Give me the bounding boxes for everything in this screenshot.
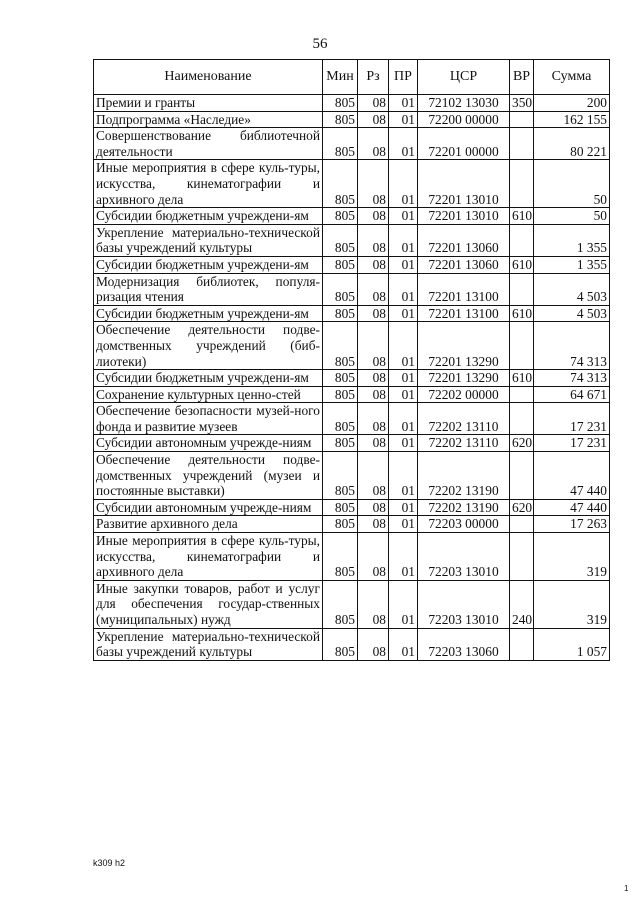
cell-sum: 47 440 (534, 499, 610, 516)
cell-rz: 08 (358, 160, 389, 208)
cell-rz: 08 (358, 628, 389, 660)
cell-rz: 08 (358, 499, 389, 516)
cell-vr (510, 273, 534, 305)
budget-table (93, 59, 610, 661)
cell-sum: 319 (534, 533, 610, 581)
cell-pr: 01 (389, 628, 418, 660)
table-row (94, 95, 610, 112)
cell-name: Совершенствование библиотечной деятельности (94, 128, 323, 160)
header-rz: Рз (358, 60, 389, 95)
cell-vr (510, 628, 534, 660)
cell-pr: 01 (389, 580, 418, 628)
table-row (94, 580, 610, 628)
cell-vr (510, 322, 534, 370)
cell-sum: 17 231 (534, 403, 610, 435)
cell-vr: 350 (510, 95, 534, 112)
cell-min: 805 (323, 95, 358, 112)
cell-name: Обеспечение безопасности музей-ного фонда и развитие музеев (94, 403, 323, 435)
cell-pr: 01 (389, 111, 418, 128)
cell-csr: 72201 00000 (418, 128, 510, 160)
cell-min: 805 (323, 516, 358, 533)
cell-pr: 01 (389, 516, 418, 533)
cell-csr: 72201 13010 (418, 160, 510, 208)
cell-sum: 80 221 (534, 128, 610, 160)
cell-name: Обеспечение деятельности подве-домственных учреждений (биб-лиотеки) (94, 322, 323, 370)
cell-rz: 08 (358, 403, 389, 435)
table-row (94, 256, 610, 273)
cell-vr (510, 452, 534, 500)
cell-min: 805 (323, 533, 358, 581)
cell-vr (510, 111, 534, 128)
header-pr: ПР (389, 60, 418, 95)
footer-code: k309 h2 (93, 858, 126, 868)
cell-rz: 08 (358, 370, 389, 387)
cell-rz: 08 (358, 273, 389, 305)
header-sum: Сумма (534, 60, 610, 95)
cell-sum: 17 263 (534, 516, 610, 533)
cell-name: Укрепление материально-технической базы учреждений культуры (94, 628, 323, 660)
cell-min: 805 (323, 435, 358, 452)
cell-name: Субсидии бюджетным учреждени-ям (94, 256, 323, 273)
cell-rz: 08 (358, 208, 389, 225)
cell-pr: 01 (389, 256, 418, 273)
table-row (94, 533, 610, 581)
cell-name: Субсидии автономным учрежде-ниям (94, 499, 323, 516)
cell-min: 805 (323, 305, 358, 322)
table-row (94, 499, 610, 516)
table-row (94, 160, 610, 208)
cell-pr: 01 (389, 322, 418, 370)
table-row (94, 273, 610, 305)
cell-min: 805 (323, 160, 358, 208)
page-number: 56 (312, 36, 328, 52)
cell-min: 805 (323, 403, 358, 435)
cell-sum: 1 355 (534, 256, 610, 273)
cell-name: Укрепление материально-технической базы учреждений культуры (94, 224, 323, 256)
cell-sum: 4 503 (534, 305, 610, 322)
cell-min: 805 (323, 452, 358, 500)
cell-min: 805 (323, 224, 358, 256)
table-row (94, 322, 610, 370)
margin-mark: 1 (624, 884, 629, 893)
table-row (94, 628, 610, 660)
cell-pr: 01 (389, 160, 418, 208)
cell-rz: 08 (358, 256, 389, 273)
cell-min: 805 (323, 499, 358, 516)
cell-sum: 4 503 (534, 273, 610, 305)
cell-pr: 01 (389, 533, 418, 581)
cell-pr: 01 (389, 128, 418, 160)
cell-pr: 01 (389, 403, 418, 435)
cell-vr: 610 (510, 208, 534, 225)
cell-csr: 72203 13010 (418, 533, 510, 581)
cell-sum: 47 440 (534, 452, 610, 500)
cell-sum: 1 057 (534, 628, 610, 660)
cell-vr: 240 (510, 580, 534, 628)
cell-name: Субсидии бюджетным учреждени-ям (94, 370, 323, 387)
cell-rz: 08 (358, 533, 389, 581)
cell-vr: 620 (510, 435, 534, 452)
cell-sum: 74 313 (534, 322, 610, 370)
cell-min: 805 (323, 370, 358, 387)
header-vr: ВР (510, 60, 534, 95)
cell-min: 805 (323, 628, 358, 660)
cell-pr: 01 (389, 452, 418, 500)
cell-vr (510, 386, 534, 403)
cell-sum: 162 155 (534, 111, 610, 128)
cell-vr (510, 403, 534, 435)
cell-csr: 72202 00000 (418, 386, 510, 403)
cell-rz: 08 (358, 111, 389, 128)
cell-vr (510, 128, 534, 160)
cell-name: Развитие архивного дела (94, 516, 323, 533)
cell-pr: 01 (389, 499, 418, 516)
cell-name: Подпрограмма «Наследие» (94, 111, 323, 128)
header-min: Мин (323, 60, 358, 95)
table-row (94, 370, 610, 387)
cell-vr (510, 224, 534, 256)
cell-name: Иные закупки товаров, работ и услуг для обеспечения государ-ственных (муниципальных) нужд (94, 580, 323, 628)
cell-csr: 72203 00000 (418, 516, 510, 533)
cell-rz: 08 (358, 580, 389, 628)
cell-rz: 08 (358, 322, 389, 370)
table-row (94, 452, 610, 500)
cell-csr: 72201 13290 (418, 370, 510, 387)
cell-csr: 72102 13030 (418, 95, 510, 112)
cell-pr: 01 (389, 386, 418, 403)
cell-name: Сохранение культурных ценно-стей (94, 386, 323, 403)
header-csr: ЦСР (418, 60, 510, 95)
cell-vr (510, 533, 534, 581)
cell-pr: 01 (389, 273, 418, 305)
cell-pr: 01 (389, 435, 418, 452)
cell-csr: 72203 13010 (418, 580, 510, 628)
cell-csr: 72203 13060 (418, 628, 510, 660)
cell-csr: 72202 13110 (418, 403, 510, 435)
cell-csr: 72201 13100 (418, 305, 510, 322)
cell-pr: 01 (389, 305, 418, 322)
cell-name: Иные мероприятия в сфере куль-туры, искусства, кинематографии и архивного дела (94, 160, 323, 208)
table-row (94, 403, 610, 435)
cell-sum: 50 (534, 160, 610, 208)
cell-sum: 50 (534, 208, 610, 225)
table-header-row (94, 60, 610, 95)
cell-name: Субсидии бюджетным учреждени-ям (94, 208, 323, 225)
cell-min: 805 (323, 386, 358, 403)
cell-vr (510, 516, 534, 533)
cell-csr: 72202 13190 (418, 452, 510, 500)
table-row (94, 435, 610, 452)
cell-vr: 610 (510, 256, 534, 273)
cell-csr: 72201 13060 (418, 224, 510, 256)
cell-rz: 08 (358, 305, 389, 322)
cell-name: Премии и гранты (94, 95, 323, 112)
cell-sum: 319 (534, 580, 610, 628)
table-row (94, 208, 610, 225)
cell-csr: 72202 13110 (418, 435, 510, 452)
cell-sum: 200 (534, 95, 610, 112)
cell-name: Субсидии автономным учрежде-ниям (94, 435, 323, 452)
cell-min: 805 (323, 128, 358, 160)
cell-csr: 72201 13010 (418, 208, 510, 225)
cell-pr: 01 (389, 370, 418, 387)
cell-min: 805 (323, 111, 358, 128)
cell-sum: 64 671 (534, 386, 610, 403)
cell-min: 805 (323, 256, 358, 273)
cell-csr: 72200 00000 (418, 111, 510, 128)
cell-sum: 74 313 (534, 370, 610, 387)
cell-rz: 08 (358, 435, 389, 452)
cell-csr: 72201 13290 (418, 322, 510, 370)
header-name: Наименование (94, 60, 323, 95)
cell-min: 805 (323, 208, 358, 225)
cell-vr: 620 (510, 499, 534, 516)
cell-rz: 08 (358, 224, 389, 256)
cell-rz: 08 (358, 452, 389, 500)
table-row (94, 386, 610, 403)
cell-name: Обеспечение деятельности подве-домственных учреждений (музеи и постоянные выставки) (94, 452, 323, 500)
table-row (94, 111, 610, 128)
cell-sum: 17 231 (534, 435, 610, 452)
table-row (94, 224, 610, 256)
cell-vr: 610 (510, 370, 534, 387)
cell-csr: 72201 13100 (418, 273, 510, 305)
cell-min: 805 (323, 273, 358, 305)
cell-vr: 610 (510, 305, 534, 322)
cell-name: Субсидии бюджетным учреждени-ям (94, 305, 323, 322)
cell-min: 805 (323, 580, 358, 628)
cell-pr: 01 (389, 95, 418, 112)
table-row (94, 305, 610, 322)
cell-min: 805 (323, 322, 358, 370)
cell-name: Иные мероприятия в сфере куль-туры, искусства, кинематографии и архивного дела (94, 533, 323, 581)
cell-rz: 08 (358, 386, 389, 403)
cell-pr: 01 (389, 224, 418, 256)
cell-rz: 08 (358, 516, 389, 533)
cell-csr: 72202 13190 (418, 499, 510, 516)
cell-csr: 72201 13060 (418, 256, 510, 273)
table-row (94, 128, 610, 160)
cell-name: Модернизация библиотек, популя-ризация чтения (94, 273, 323, 305)
table-row (94, 516, 610, 533)
cell-rz: 08 (358, 128, 389, 160)
cell-pr: 01 (389, 208, 418, 225)
cell-sum: 1 355 (534, 224, 610, 256)
cell-vr (510, 160, 534, 208)
cell-rz: 08 (358, 95, 389, 112)
